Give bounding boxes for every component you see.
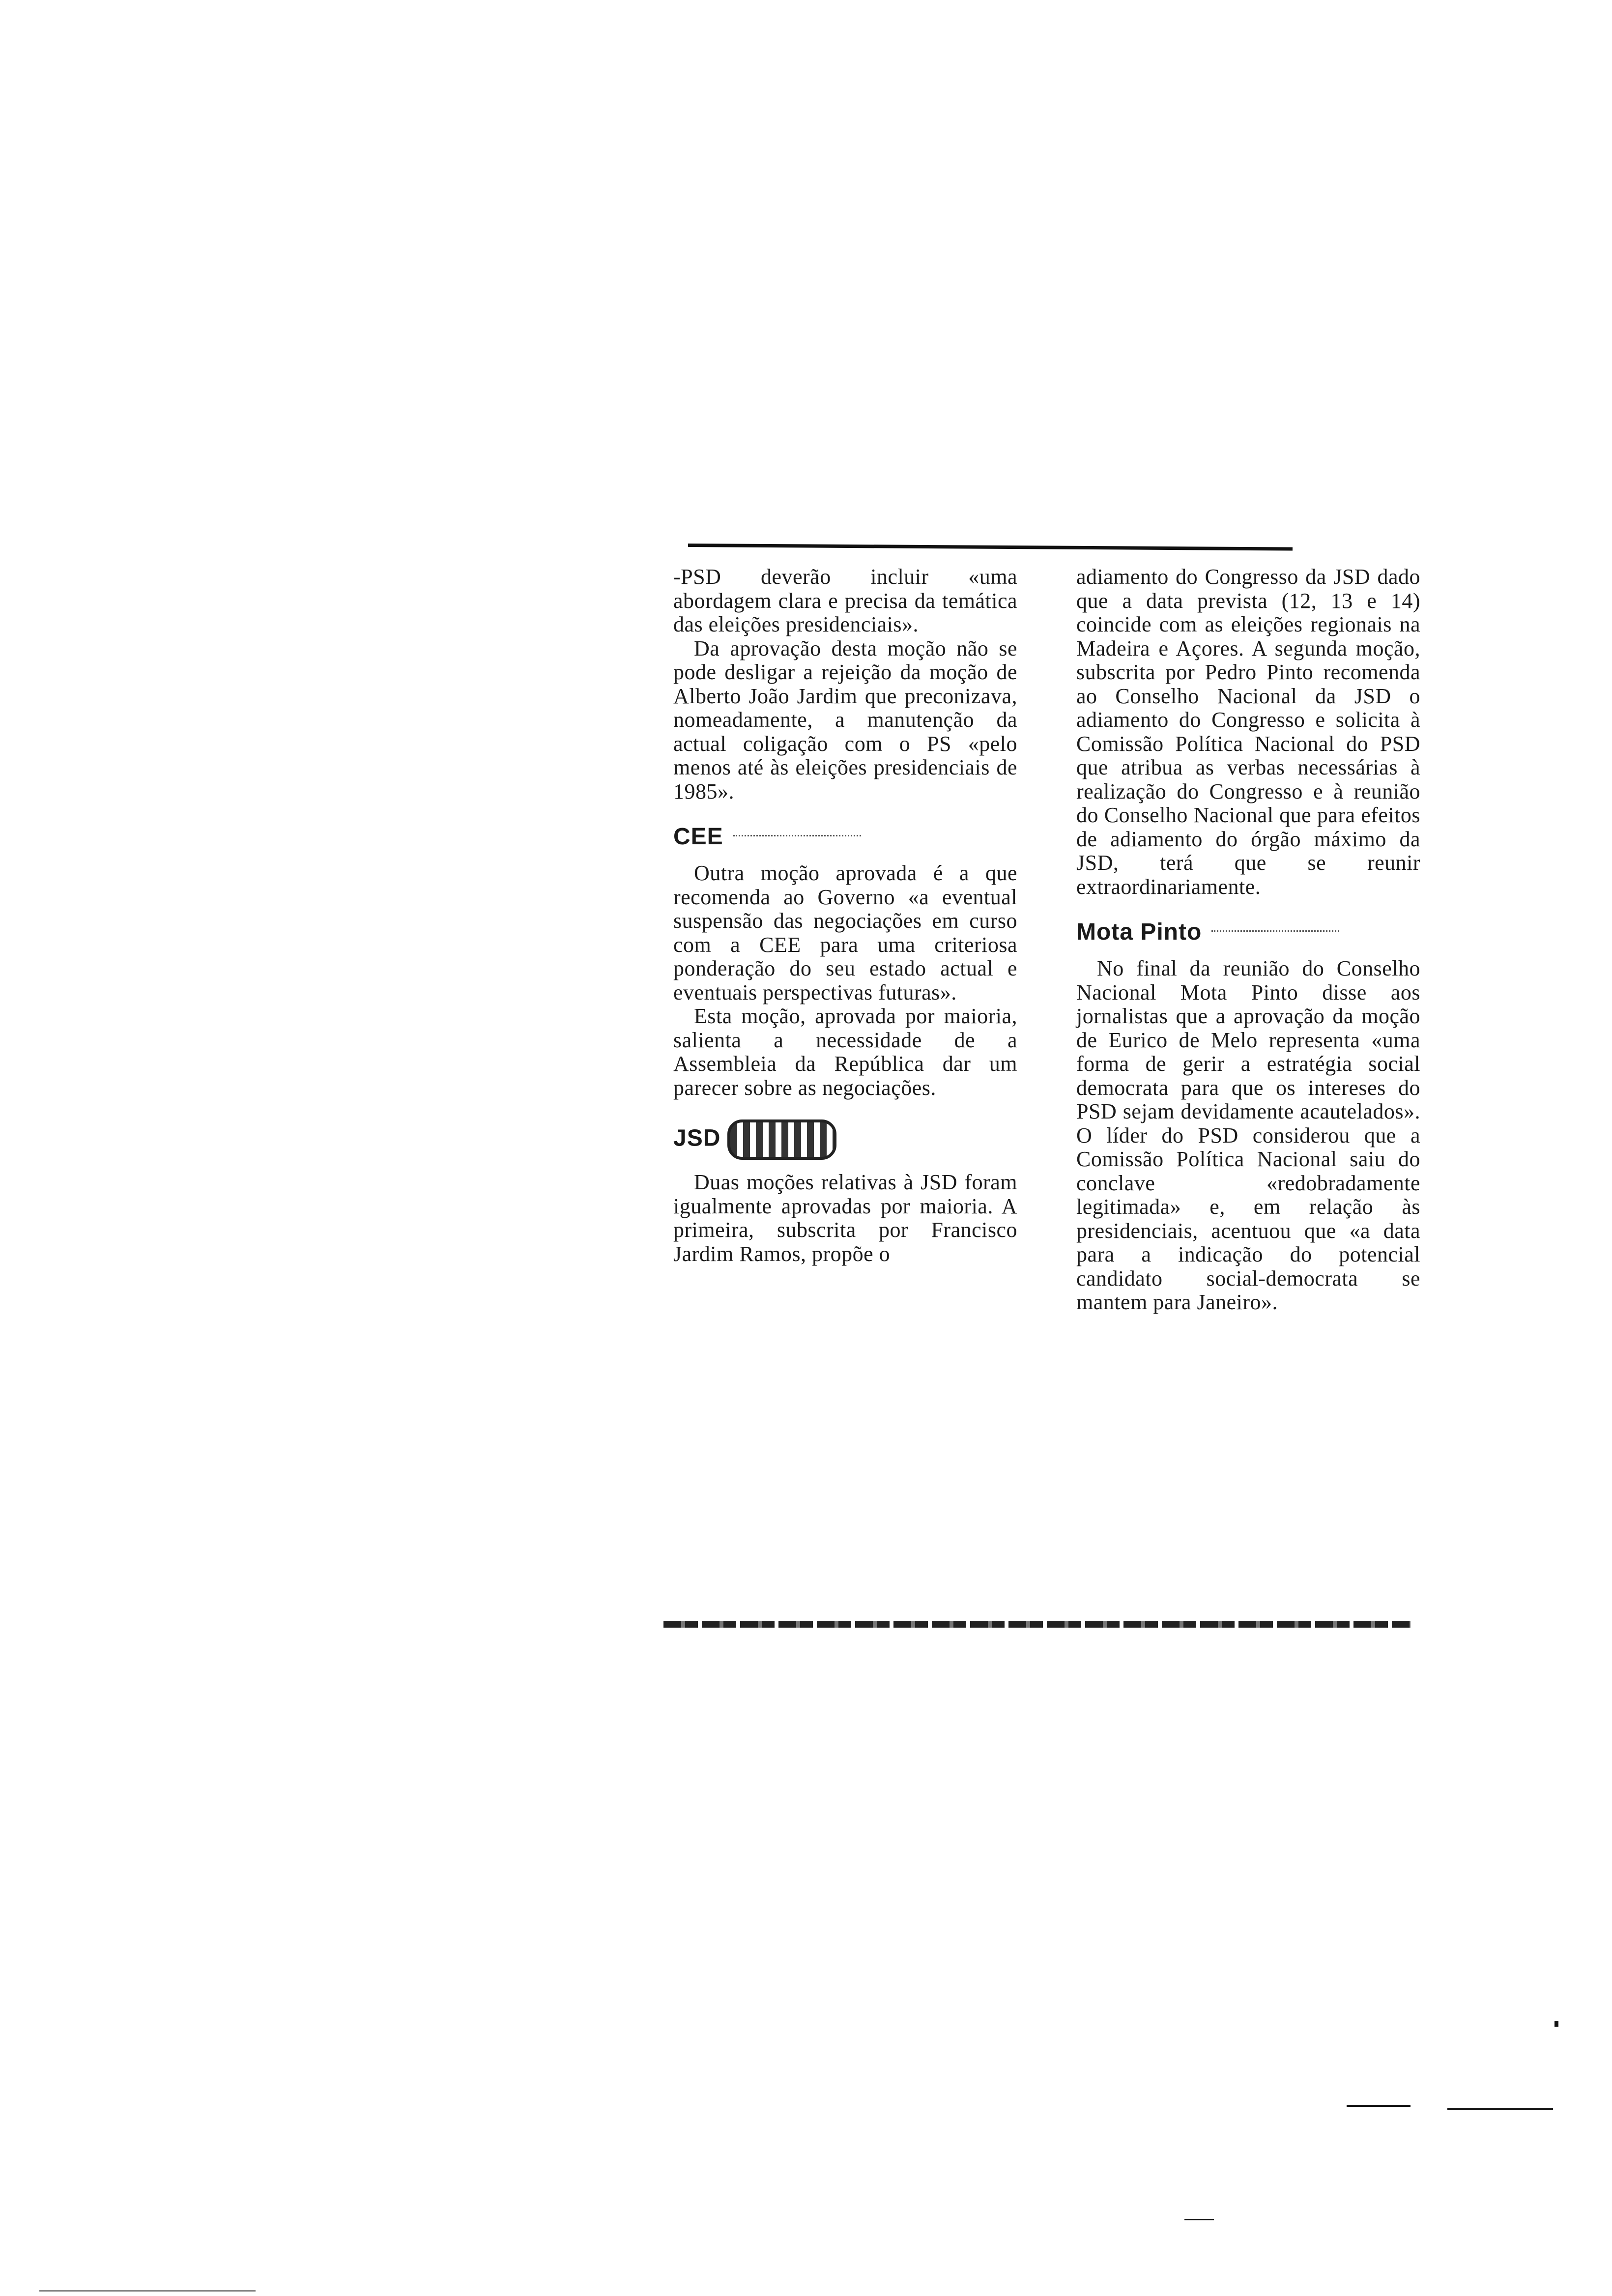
section-gap [1076, 946, 1420, 957]
bottom-rule [663, 1621, 1410, 1628]
print-noise [1211, 930, 1339, 937]
ink-blot-icon [727, 1119, 836, 1160]
right-column [1076, 565, 1420, 1315]
section-heading [673, 1119, 1017, 1160]
article-paragraph: Duas moções relativas à JSD foram igualmente aprovadas por maioria. A primeira, subscrita por Francisco Jardim Ramos, propõe o [673, 1170, 1017, 1266]
section-gap [673, 1100, 1017, 1119]
scan-dash [39, 2290, 256, 2292]
section-gap [673, 851, 1017, 861]
section-heading-text: CEE [673, 824, 723, 850]
section-gap [1076, 899, 1420, 918]
scan-dash [1347, 2105, 1410, 2107]
print-noise [733, 835, 861, 841]
scan-dash [1184, 2219, 1214, 2220]
section-gap [673, 1160, 1017, 1171]
left-column [673, 565, 1017, 1266]
scan-speck [1554, 2021, 1558, 2027]
section-heading [1076, 918, 1420, 946]
section-heading-text: JSD [673, 1125, 721, 1151]
top-rule [688, 544, 1293, 551]
article-paragraph: Esta moção, aprovada por maioria, salienta a necessidade de a Assembleia da República dar um parecer sobre as negociações. [673, 1004, 1017, 1100]
article-paragraph: -PSD deverão incluir «uma abordagem clara e precisa da temática das eleições presidenciais». [673, 565, 1017, 636]
section-heading [673, 823, 1017, 851]
section-gap [673, 804, 1017, 823]
section-heading-text: Mota Pinto [1076, 919, 1202, 945]
article-paragraph: Da aprovação desta moção não se pode desligar a rejeição da moção de Alberto João Jardim que preconizava, nomeadamente, a manutenção da actual coligação com o PS «pelo menos até às eleições presidenciais de 1985». [673, 636, 1017, 804]
article-paragraph: Outra moção aprovada é a que recomenda ao Governo «a eventual suspensão das negociações em curso com a CEE para uma criteriosa ponderação do seu estado actual e eventuais perspectivas futuras». [673, 861, 1017, 1004]
article-paragraph: No final da reunião do Conselho Nacional Mota Pinto disse aos jornalistas que a aprovação da moção de Eurico de Melo representa «uma forma de gerir a estratégia social democrata para que os intereses do PSD sejam devidamente acautelados». O líder do PSD considerou que a Comissão Política Nacional saiu do conclave «redobradamente legitimada» e, em relação às presidenciais, acentuou que «a data para a indicação do potencial candidato social-democrata se mantem para Janeiro». [1076, 956, 1420, 1314]
article-paragraph: adiamento do Congresso da JSD dado que a data prevista (12, 13 e 14) coincide com as eleições regionais na Madeira e Açores. A segunda moção, subscrita por Pedro Pinto recomenda ao Conselho Nacional da JSD o adiamento do Congresso e solicita à Comissão Política Nacional do PSD que atribua as verbas necessárias à realização do Congresso e à reunião do Conselho Nacional que para efeitos de adiamento do órgão máximo da JSD, terá que se reunir extraordinariamente. [1076, 565, 1420, 899]
newspaper-clipping [673, 565, 1425, 1632]
scan-dash [1447, 2108, 1553, 2110]
